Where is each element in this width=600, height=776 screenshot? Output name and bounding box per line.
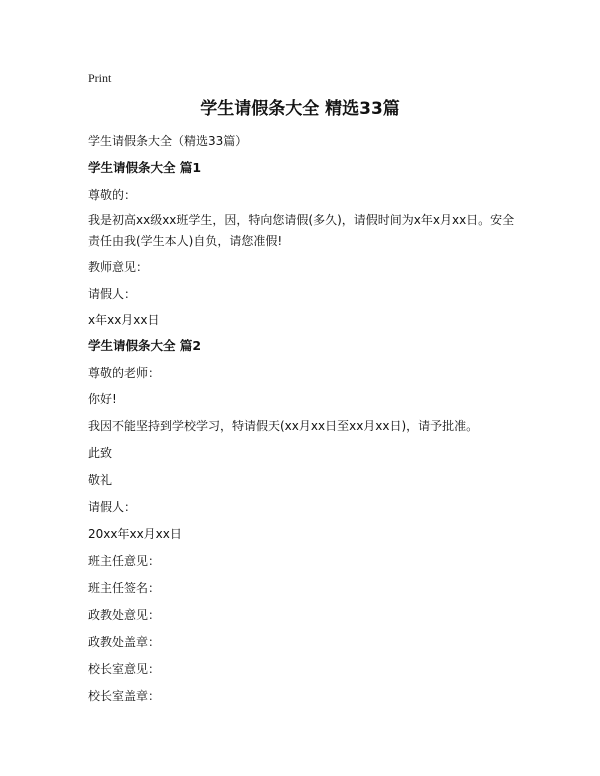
- applicant-label: 请假人：: [88, 287, 137, 301]
- applicant-label: 请假人：: [88, 500, 137, 514]
- salutation: 尊敬的老师：: [88, 366, 161, 380]
- head-teacher-opinion-label: 班主任意见：: [88, 554, 161, 568]
- closing-salute: 敬礼: [88, 473, 113, 487]
- political-office-stamp-label: 政教处盖章：: [88, 635, 161, 649]
- section-heading: 学生请假条大全 篇2: [88, 338, 202, 353]
- principal-office-opinion-label: 校长室意见：: [88, 662, 161, 676]
- body-paragraph: 我是初高xx级xx班学生，因，特向您请假(多久)，请假时间为x年x月xx日。安全责任由我(学生本人)自负，请您准假!: [88, 213, 515, 248]
- document-title: 学生请假条大全 精选33篇: [200, 99, 400, 119]
- principal-office-stamp-label: 校长室盖章：: [88, 689, 161, 703]
- political-office-opinion-label: 政教处意见：: [88, 608, 161, 622]
- teacher-opinion-label: 教师意见：: [88, 260, 149, 274]
- head-teacher-signature-label: 班主任签名：: [88, 581, 161, 595]
- date-line: 20xx年xx月xx日: [88, 527, 182, 541]
- salutation: 尊敬的：: [88, 188, 137, 202]
- print-label: Print: [88, 71, 112, 85]
- section-heading: 学生请假条大全 篇1: [88, 160, 202, 175]
- body-paragraph: 我因不能坚持到学校学习，特请假天(xx月xx日至xx月xx日)，请予批准。: [88, 419, 479, 433]
- greeting: 你好!: [88, 392, 117, 406]
- date-line: x年xx月xx日: [88, 313, 160, 327]
- closing-line: 此致: [88, 446, 113, 460]
- document-subtitle: 学生请假条大全（精选33篇）: [88, 134, 248, 148]
